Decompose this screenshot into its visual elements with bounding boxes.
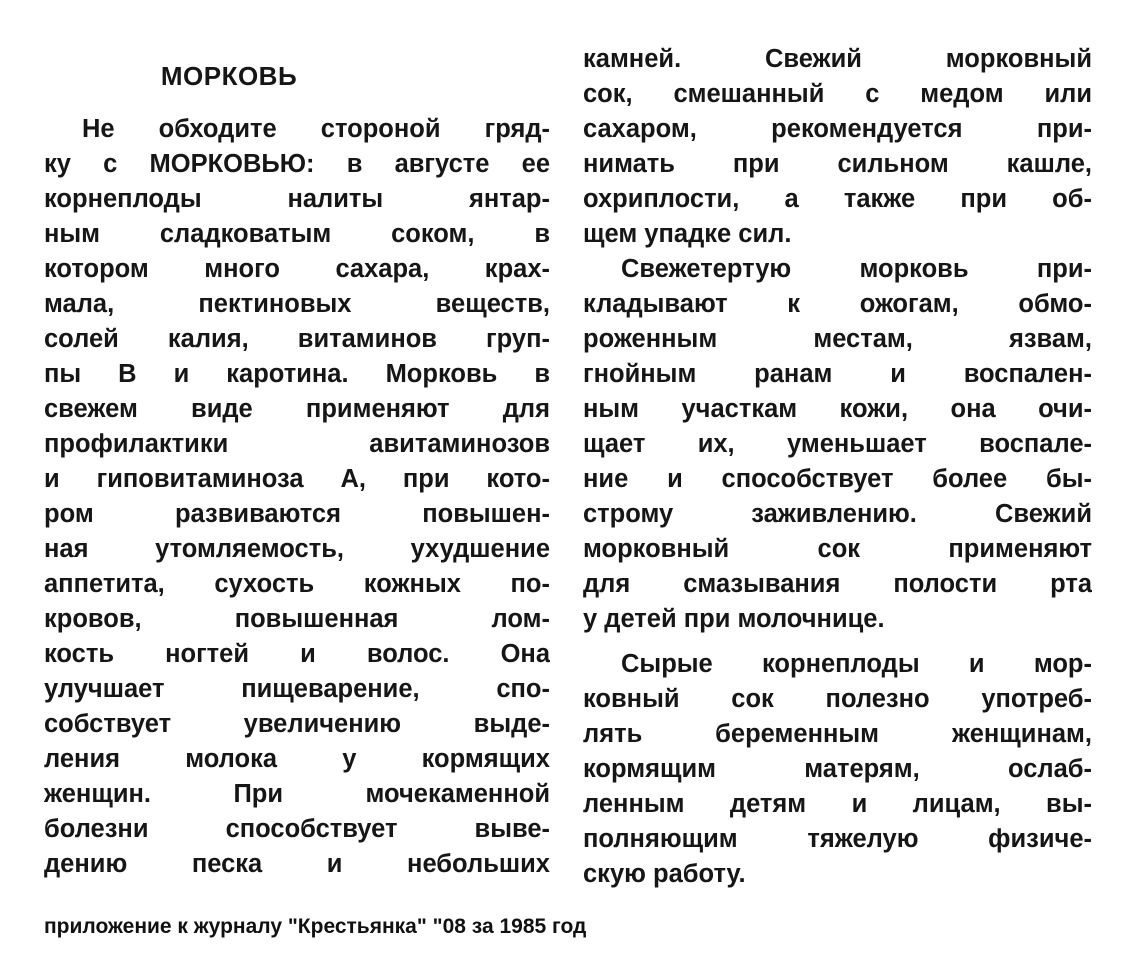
text-line: ным участкам кожи, она очи- [583,395,1092,423]
text-line: аппетита, сухость кожных по- [44,570,550,598]
text-line: котором много сахара, крах- [44,255,550,283]
text-line: корнеплоды налиты янтар- [44,185,550,213]
text-line: ковный сок полезно употреб- [583,685,1092,713]
text-line: и гиповитаминоза А, при кото- [44,465,550,493]
text-line: кладывают к ожогам, обмо- [583,290,1092,318]
text-line: сахаром, рекомендуется при- [583,115,1092,143]
text-line: сок, смешанный с медом или [583,80,1092,108]
text-line: кость ногтей и волос. Она [44,640,550,668]
text-line: Свежетертую морковь при- [621,255,1092,283]
article-title: МОРКОВЬ [160,61,298,91]
text-line: щем упадке сил. [583,220,792,248]
text-line: камней. Свежий морковный [583,45,1092,73]
text-line: щает их, уменьшает воспале- [583,430,1092,458]
text-line: лять беременным женщинам, [583,720,1092,748]
text-line: дению песка и небольших [44,850,550,878]
text-line: улучшает пищеварение, спо- [44,675,550,703]
text-line: охриплости, а также при об- [583,185,1092,213]
text-line: роженным местам, язвам, [583,325,1092,353]
text-line: кровов, повышенная лом- [44,605,550,633]
text-line: мала, пектиновых веществ, [44,290,550,318]
text-line: морковный сок применяют [583,535,1092,563]
text-line: солей калия, витаминов груп- [44,325,550,353]
text-line: кормящим матерям, ослаб- [583,755,1092,783]
text-line: ления молока у кормящих [44,745,550,773]
text-line: полняющим тяжелую физиче- [583,825,1092,853]
source-caption: приложение к журналу "Крестьянка" "08 за 1985 год [44,915,587,938]
text-line: ром развиваются повышен- [44,500,550,528]
text-line: ным сладковатым соком, в [44,220,550,248]
text-line: для смазывания полости рта [583,570,1092,598]
text-line: ленным детям и лицам, вы- [583,790,1092,818]
text-line: гнойным ранам и воспален- [583,360,1092,388]
text-line: ная утомляемость, ухудшение [44,535,550,563]
text-line: болезни способствует выве- [44,815,550,843]
text-line: у детей при молочнице. [583,605,885,633]
text-line: ку с МОРКОВЬЮ: в августе ее [44,150,550,178]
text-line: свежем виде применяют для [44,395,550,423]
text-line: пы В и каротина. Морковь в [44,360,550,388]
text-line: ние и способствует более бы- [583,465,1092,493]
text-line: профилактики авитаминозов [44,430,550,458]
text-line: скую работу. [583,860,746,888]
text-line: собствует увеличению выде- [44,710,550,738]
text-line: Не обходите стороной гряд- [82,115,550,143]
text-line: нимать при сильном кашле, [583,150,1092,178]
text-line: Сырые корнеплоды и мор- [621,650,1092,678]
text-line: строму заживлению. Свежий [583,500,1092,528]
text-line: женщин. При мочекаменной [44,780,550,808]
